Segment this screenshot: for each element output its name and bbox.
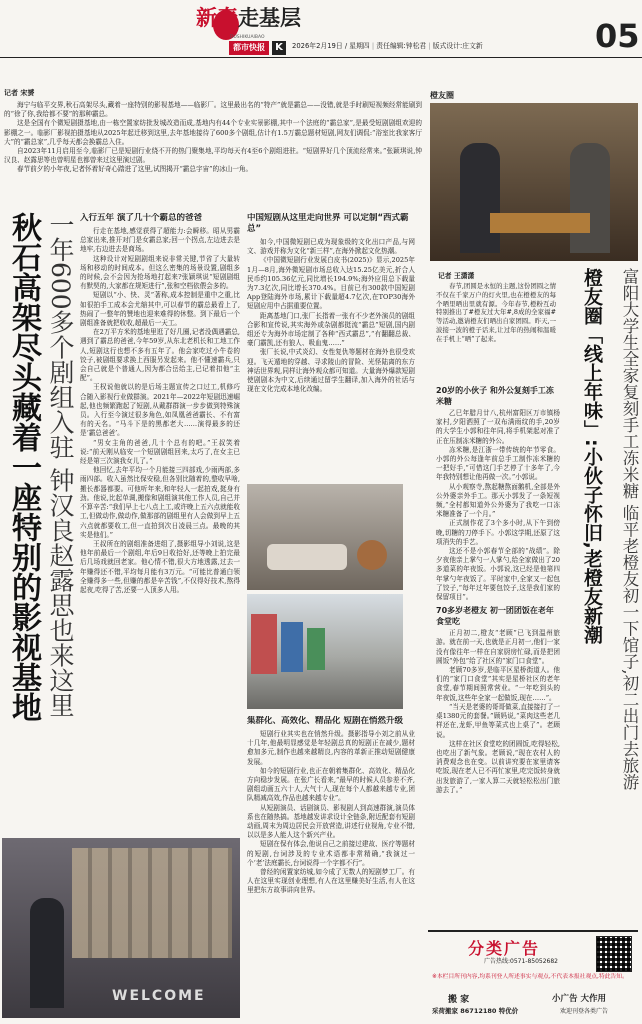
col1-heading: 入行五年 演了几十个霸总的爸爸: [80, 213, 202, 223]
logo-brand: DUSHIKUAIBAO: [230, 35, 265, 40]
headline2-main: 橙友圈「线上年味」:小伙子怀旧,老橙友新潮: [581, 268, 603, 644]
person-figure: [30, 898, 64, 1008]
issue-date: 2026年2月19日 / 星期四: [292, 42, 370, 50]
page-number: 05: [595, 17, 640, 55]
wall-posters: [72, 848, 232, 958]
photo-corridor: [247, 594, 403, 709]
col3-p1: 乙巳年腊月廿八,杭州富阳区万市镇杨家村,夕阳洒照了一双布满雨纹的手,20岁的大学生小郭和往年同,将手机架起对准了正在压制冻米糖的外公。: [436, 409, 560, 445]
logo-box: [229, 41, 269, 55]
col1: [80, 213, 240, 835]
col2-p2: 《中国微短剧行业发展白皮书(2025)》显示,2025年1月—8月,海外微短剧市场总收入达15.25亿美元,折合人民币约105.36亿元,同比增长194.9%;海外应用总下载量为7.3亿次,同比增长370.4%。目前已有300款中国短剧App登陆海外市场,累计下载量超4.7亿次,在TOP30海外短剧应用中占据重要位置。: [247, 256, 415, 311]
photo-base-entrance: [2, 838, 240, 1018]
lead-para-4: 春节前夕的小年夜,记者怀着好奇心踏进了这里,试图揭开“霸总宇宙”的冰山一角。: [17, 165, 253, 174]
col1-p6: “男女主角的爸爸,几十个总有的吧。”王叔笑着说:“前天刚从临安一个短剧剧组回来,太巧了,在女主已经是第三次演我女儿了。”: [80, 438, 240, 466]
lead-block: [4, 88, 422, 203]
col1-p1: 行走在基地,感觉获得了超能力:会瞬移。昭从男霸总家出来,推开对门是女霸总家;回一个拐点,左边进去是地牢,右边进去是商场。: [80, 227, 240, 254]
billboard-mid: [281, 622, 303, 672]
ad-tagline-a: 小广告 大作用: [552, 994, 606, 1004]
logo-text: 都市快报: [233, 43, 265, 52]
col3-p5: 这还不是小郭春节全部的“战绩”。除夕夜他亲上掌勺一人掌勺,给全家做出了20多道菜的年夜饭。小郭说,这已经是他第四年掌勺年夜饭了。平时家中,全家又一起包了饺子,“每年过年要包饺子,这是我们家的保留项目”。: [436, 547, 560, 602]
col1-p4: 在2万平方米的基地里逛了好几圈,记者没偶遇霸总,遇到了霸总的爸爸,今年59岁,从东北老机长和工地工作人,短剧这行也想不多有五年了。他会家吃过小牛卷的饺子,被剧组要求换上西服另发起来。他不懂速霸兵,只会自己就是个普通人,因为都合岳给主,已记着扣他“主配”。: [80, 328, 240, 383]
person-right: [570, 143, 610, 253]
ad-hotline: 广告热线:0571-85052682: [484, 958, 558, 965]
ad-tagline-b: 欢迎刊登各类广告: [560, 1008, 609, 1015]
col2b-p1: 短剧行业其实也在悄然升级。摄影指导小刘之前从业十几年,他最明显感觉是年轻剧总真的短剧正在减少,题材愈加多元,制作也越来越精良,内容的革新正推动短剧健康发展。: [247, 730, 415, 766]
col3-p4: 正式制作花了3个多小时,从下午到傍晚,切糖的刀停手下。小郭这学期,还原了这项消失的手艺。: [436, 519, 560, 546]
qr-code-icon: [596, 936, 632, 972]
lead-para-3: 自2023年11月启用至今,临影厂已是短剧行业绕不开的热门聚集地,平均每天有4至6个剧组进驻。“短剧界好几个顶流经常来。”张颖琪说,钟汉良、赵露思等也曾明星也都曾来过这里演过剧。: [4, 147, 422, 165]
issue-editor: 责任编辑:钟松君: [376, 42, 427, 50]
col2-p1: 如今,中国微短剧已成为现象级的文化出口产品,与网文、游戏并称为文化“新三样”,在海外掀起文化热潮。: [247, 238, 415, 256]
col1-p3: 短剧以“小、快、灵”著称,成本控制是重中之重,比如很拍手工成本会尤缩其中,可以春节的霸总最看上了,热闹了一整年的赞地也迎来难得的休整。到下最后一个剧组准备就把收收,超最后一天工。: [80, 291, 240, 328]
ad-moving-label: 搬 家: [448, 995, 470, 1005]
col2-p3: 距离基地门口,张厂长指着一张有不少老外演员的剧组合影和宣传说,其实海外或杂剧都挺流“霸总”短剧,国内剧组还专为海外市场定制了各种“西式霸总”,“有翻翻总裁、豪门霸凯,还有狼人、吸血鬼……”: [247, 311, 415, 348]
reporter-byline: 记者 宋赟: [4, 89, 35, 97]
column-title-a: 新春: [196, 6, 238, 30]
ad-note: ※本栏目所刊内容,均系刊登人所述事实与观点,不代表本报社观点,特此告知。: [432, 974, 628, 980]
col3: [436, 386, 560, 824]
issue-info: 2026年2月19日 / 星期四 | 责任编辑:钟松君 | 版式设计:庄文新: [292, 42, 483, 50]
col3-heading-1: 20岁的小伙子 和外公复刻手工冻米糖: [436, 386, 554, 406]
lead-para-1: 海宁与临平交界,秋石高架尽头,藏着一座特别的影视基地——临影厂。这里最出名的“特产”就是霸总——没错,就是手时刷短视频经常能刷到的“徐了你,我给都不要”的那种霸总。: [4, 101, 422, 119]
col2-p4: 张厂长说,中式炎幻、女性复仇等题材在海外也很受欢迎。飞天遁地的穿越、寻求陵山的冒险、光怪陆离的东方神话世界观,同样让海外观众都可知道。大量海外爆款短剧使剧剧本为中文,后续通过留学生翻译,加入海外的社话与现在文化完成本地化改编。: [247, 348, 415, 394]
col3-p6: 正月初二,橙友“老顾”已飞到温州旅游。就在前一天,也就是正月初一,他们一家没有像往年一样在自家厨房忙碌,而是把团圆饭“外包”给了社区的“家门口食堂”。: [436, 629, 560, 665]
welcome-sign: WELCOME: [112, 988, 206, 1004]
chair-shape: [357, 540, 387, 570]
col2b-p2: 如今的短剧行业,也正在朝着集群化、高效化、精品化方向稳步发展。在张广长看来,“最早的时候人员参差不齐,剧组动画五六十人,大气十人,现在每个人都越来越专业,团队精减高效,作品也越来越专业”。: [247, 766, 415, 803]
col3-p2: 冻米糖,是江浙一带传统的年节零食。小郭的外公每逢年前总手工制作冻米糖的一把好手,“可惜这门手艺停了十多年了,今年我特别想让他再做一次。”小郭说。: [436, 445, 560, 482]
col2b-p4: 短剧在保有体会,他说自己之前接过建故、医疗等题材的短剧,台词涉及的专业术语都非常精确,“我演过一个‘老’法庭霸长,台词说得一个字都不行”。: [247, 840, 415, 867]
col2: [247, 213, 415, 478]
col3-heading-2: 70多岁老橙友 初一团团饭在老年食堂吃: [436, 606, 554, 626]
lead-para-2: 这是全国有个微短剧摄基地,由一栋空置家纺批发城改造而成,基地内有44个专业实景影棚,其中一个法庭的“霸总家”,是最受短剧剧组欢迎的影棚之一。临影厂影视拍摄基地从2025年起迁移到这里,去年基地接待了600多个剧组,估计有1.5万霸总题材短剧,网友们调侃:“浴室比我家客厅大”的“霸总家”,几乎每天都会换霸总入住。: [4, 119, 422, 146]
headline2-sub: 富阳大学生全家复刻手工冻米糖 临平老橙友初一下馆子,初二出门去旅游: [620, 268, 639, 790]
masthead-rule: [0, 57, 642, 58]
classified-ad: [428, 930, 638, 1022]
col2b-p5: 曾经的闲置家纺城,如今成了无数人的短剧梦工厂。有人在这里实现创业理想,有人在这里赚美好生活,有人在这里把东方故事讲向世界。: [247, 868, 415, 895]
col1-p5: 王权说他就以的是后场主题宣传之口过工,机修巧合随入影视行业做群演。2021年—2022年短剧迅速崛起,他也频繁跑起了短剧,从戴群群演一步步做到特殊演员。入行至今演过很多角色,如凤凰爸爸霸长、不有富有的天名。“马斗下是的黑都老大……演得最多的还是‘霸总爸爸’。: [80, 383, 240, 438]
issue-layout: 版式设计:庄文新: [432, 42, 483, 50]
right-section-label: 橙友圈: [430, 91, 454, 100]
worktable: [490, 213, 590, 233]
photo-studio-room: [247, 484, 403, 590]
column-title: [196, 6, 301, 30]
col1-p7: 他回忆,去年平均一个月能接三四部戏,少雨两部,多雨四部。收入虽然比保安稳,但各别比随着的,整收早啥,搬长都器都要。可他听年来,和年轻人一起拍戏,挺身有劲。他说,比起单调,搬像和剧组演其他工作人员,自己并不算辛苦:“我们早上七八点上工,或许晚上五六点就能收工,但做动作,做动作,做那部的剧组里有人会做到早上五六点就都要收工,但一直拍到次日凌晨三点。最晚的其实是他们。”: [80, 466, 240, 539]
masthead: [0, 0, 642, 58]
col2b-p3: 从短剧演员、话剧演员、影视剧人到高速群演,演员体系也在随热搞。基地越发讲求设计全链条,附近配套有短剧动画,周末为周边居民会开放营造,讲述行业视角,专业不错,以以是多人能人这个新兴产业。: [247, 803, 415, 840]
ad-title: 分类广告: [468, 939, 541, 958]
col2-heading: 中国短剧从这里走向世界 可以定制“西式霸总”: [247, 213, 409, 234]
photo-credit: 记者 王潇潇: [438, 272, 475, 280]
col1-p2: 这种设计对短剧剧组来说非常关键,节省了大量转场和移动的时间成本。但这么密集的场景设置,剧组多的时候,会不会因为抢场地打起来?张颖琪说“短剧剧组有默契的,大家都在规矩进行”,张和空档依偎会多的。: [80, 254, 240, 291]
billboard-left: [251, 614, 277, 674]
headline1-sub: 一年600多个剧组入驻 钟汉良赵露思也来这里: [46, 212, 75, 718]
column-title-b: 走基层: [238, 6, 301, 30]
sofa-shape: [267, 544, 347, 570]
col3-intro: 春节,团圆是永恒的主题,这份团圆之情不仅在千家万户的灯火里,也在橙橙友的每个晒里晒出里就有源。今年春节,橙粉互动特别推出了#橙友过大年#,8成的全家福#等活动,邀请橙友们晒出自家团圆。昨天,一波接一波的橙子话来,让过年的热闹和温暖在手机上“晒”了起来。: [436, 282, 556, 343]
billboard-right: [307, 628, 325, 670]
photo-candy-making: [430, 103, 638, 261]
col3-p3: 从小观察寺,熬起糖熬面鹅机,全部是外公外婆亲外手工。那天小郭发了一条短视频,“全村都知道外公外婆为了我吃一口冻米糖准备了一个月。”: [436, 482, 560, 519]
headline1-main: 秋石高架尽头藏着一座特别的影视基地: [6, 212, 41, 722]
col3-p9: 这样在社区食堂吃的团圆饭,吃得轻松,也吃出了新气象。老顾说,“现在农村人的消费观念也在变。以前讲究要在家里请客吃饭,现在老人已不再忙家里,吃完饭转身就出发旅游了,一家人算二天就轻松松出门旅游去了。”: [436, 739, 560, 794]
col1-p8: 王叔所在的剧组准备进组了,摄影组导小刘说,这是他年前最后一个剧组,年后9日收拾好,还等晚上拍完最后几场戏就回老家。他心情不错,很大方地透露,过去一年赚得还不错,平均每月能有3万元。“可能比普通白领全赚得多一些,但赚的都是辛苦钱”,不仅得好技术,熬得起夜,吃得了苦,还要一人顶多人用。: [80, 539, 240, 594]
col2b: [247, 716, 415, 1016]
col3-p8: “当天是老婆的哥哥做菜,直接接打了一桌1380元的套餐。”顾妈说,“菜肉这些老几样还在,龙虾,甲鱼等菜式也上桌了”。老顾说。: [436, 702, 560, 739]
logo-mark-icon: K: [272, 41, 286, 55]
col3-p7: 老顾70多岁,是临平区星桥街道人。他们的“家门口食堂”其实是星桥社区的老年食堂,春节期间照常营业。“一年吃到头的年夜饭,这些年全家一起做饭,现在……”。: [436, 666, 560, 702]
col2b-heading: 集群化、高效化、精品化 短剧在悄然升级: [247, 716, 403, 726]
person-left: [460, 143, 500, 253]
ad-moving-line: 采荷搬家 86712180 特优价: [432, 1007, 519, 1015]
